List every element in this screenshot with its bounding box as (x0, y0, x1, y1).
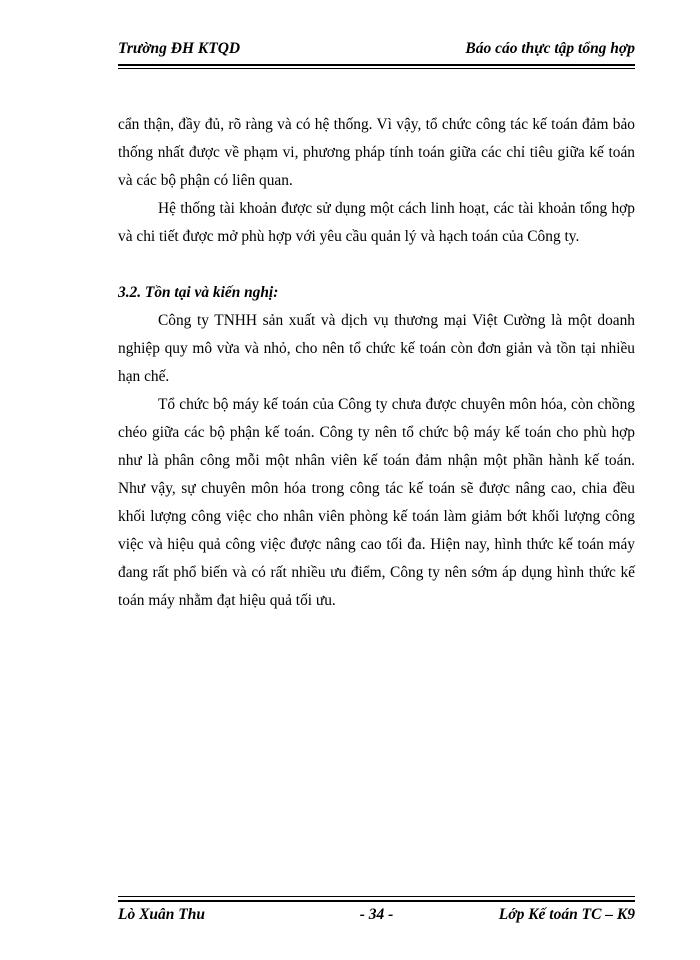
header-rule-thick (118, 64, 635, 66)
header-university: Trường ĐH KTQD (118, 40, 241, 57)
paragraph-company: Công ty TNHH sản xuất và dịch vụ thương mại Việt Cường là một doanh nghiệp quy mô vừa và nhỏ, cho nên tổ chức kế toán còn đơn giản và tồn tại nhiều hạn chế. (118, 312, 635, 385)
paragraph-continued: cẩn thận, đầy đủ, rõ ràng và có hệ thống. Vì vậy, tổ chức công tác kế toán đảm bảo thống nhất được về phạm vi, phương pháp tính toán giữa các chỉ tiêu giữa kế toán và các bộ phận có liên quan. (118, 116, 635, 189)
paragraph-recommendation: Tổ chức bộ máy kế toán của Công ty chưa được chuyên môn hóa, còn chồng chéo giữa các bộ phận kế toán. Công ty nên tổ chức bộ máy kế toán cho phù hợp như là phân công mỗi một nhân viên kế toán đảm nhận một phần hành kế toán. Như vậy, sự chuyên môn hóa trong công tác kế toán sẽ được nâng cao, chia đều khối lượng công việc cho nhân viên phòng kế toán làm giảm bớt khối lượng công việc và hiệu quả công việc được nâng cao tối đa. Hiện nay, hình thức kế toán máy đang rất phổ biến và có rất nhiều ưu điểm, Công ty nên sớm áp dụng hình thức kế toán máy nhằm đạt hiệu quả tối ưu. (118, 396, 635, 609)
footer-rule-thin (118, 896, 635, 897)
page-number: - 34 - (359, 906, 394, 923)
header-report-title: Báo cáo thực tập tổng hợp (465, 40, 635, 57)
paragraph-accounts: Hệ thống tài khoản được sử dụng một cách linh hoạt, các tài khoản tổng hợp và chi tiết được mở phù hợp với yêu cầu quản lý và hạch toán của Công ty. (118, 200, 635, 245)
footer-rule-thick (118, 900, 635, 902)
page-footer (118, 906, 635, 930)
page-header (118, 40, 635, 64)
section-heading: 3.2. Tồn tại và kiến nghị: (118, 284, 279, 301)
page-body (118, 111, 635, 615)
header-rule-thin (118, 68, 635, 69)
footer-author: Lò Xuân Thu (118, 906, 206, 923)
footer-class: Lớp Kế toán TC – K9 (498, 906, 635, 923)
